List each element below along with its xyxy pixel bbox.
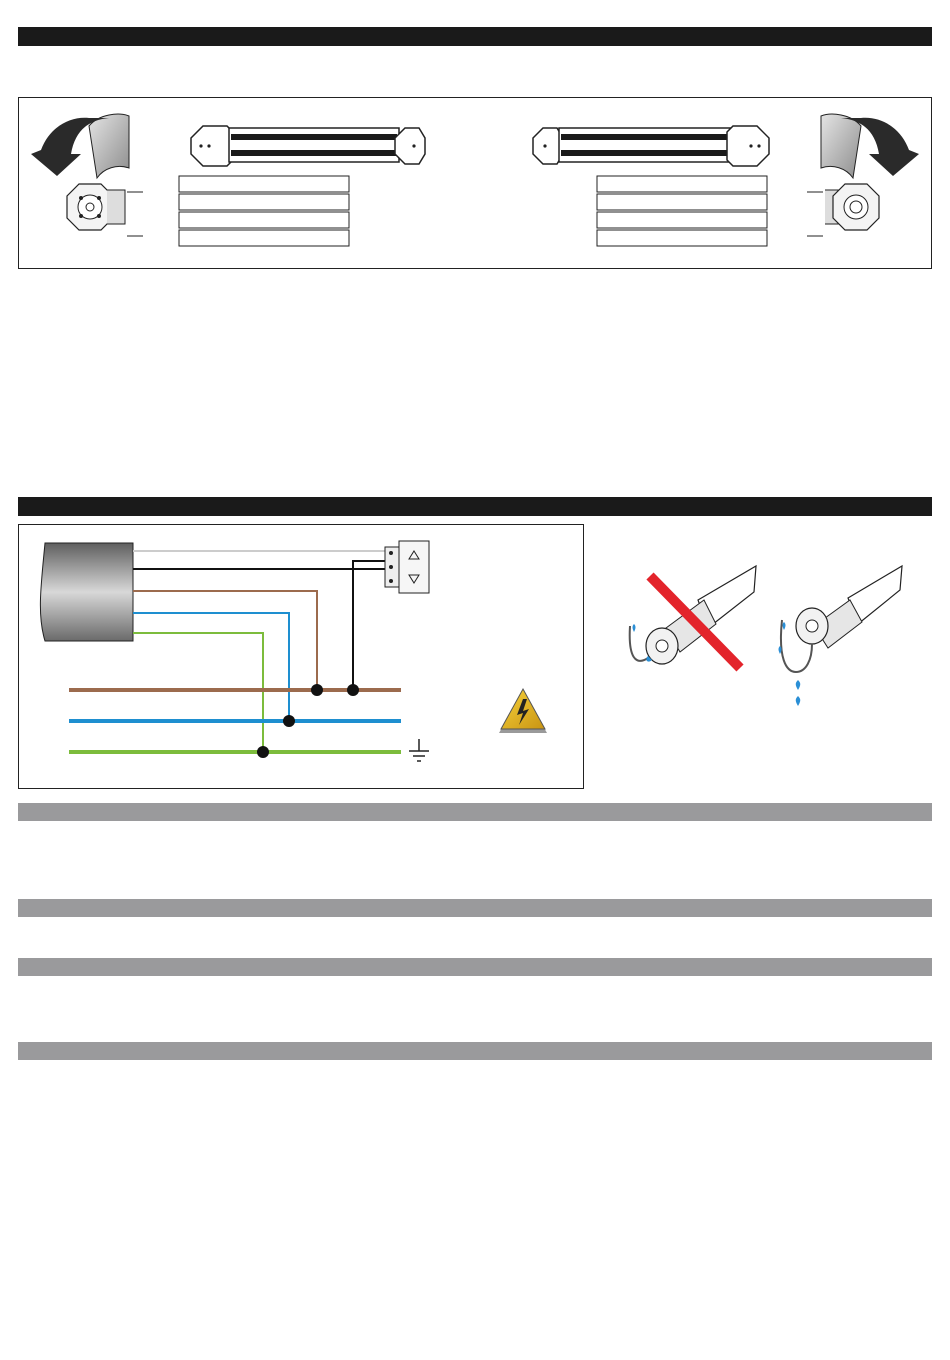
clockwise-arrow-icon [821,114,919,178]
shutter-left [179,126,425,246]
up-down-switch-icon [385,541,429,593]
wire-switch-feed [353,561,389,690]
wire-blue [133,613,289,721]
wiring-diagram [19,525,583,788]
motor-head-right [825,184,879,230]
subsection-bar-4 [18,1042,932,1060]
electrical-hazard-icon [499,689,547,733]
rotation-figure [19,98,931,268]
wiring-diagram-panel [18,524,584,789]
junction-blue [283,715,295,727]
rotation-figure-panel [18,97,932,269]
subsection-bar-1 [18,803,932,821]
drip-loop-figure [608,548,928,748]
section-header-bar-2 [18,497,932,516]
shutter-right [533,126,769,246]
subsection-bar-2 [18,899,932,917]
counter-clockwise-arrow-icon [31,114,129,178]
motor-body [40,543,133,641]
motor-head-left [67,184,125,230]
junction-earth [257,746,269,758]
earth-ground-icon [409,739,429,761]
subsection-bar-3 [18,958,932,976]
junction-black [347,684,359,696]
section-header-bar-1 [18,27,932,46]
wire-earth [133,633,263,752]
motor-correct [779,566,903,706]
junction-brown [311,684,323,696]
